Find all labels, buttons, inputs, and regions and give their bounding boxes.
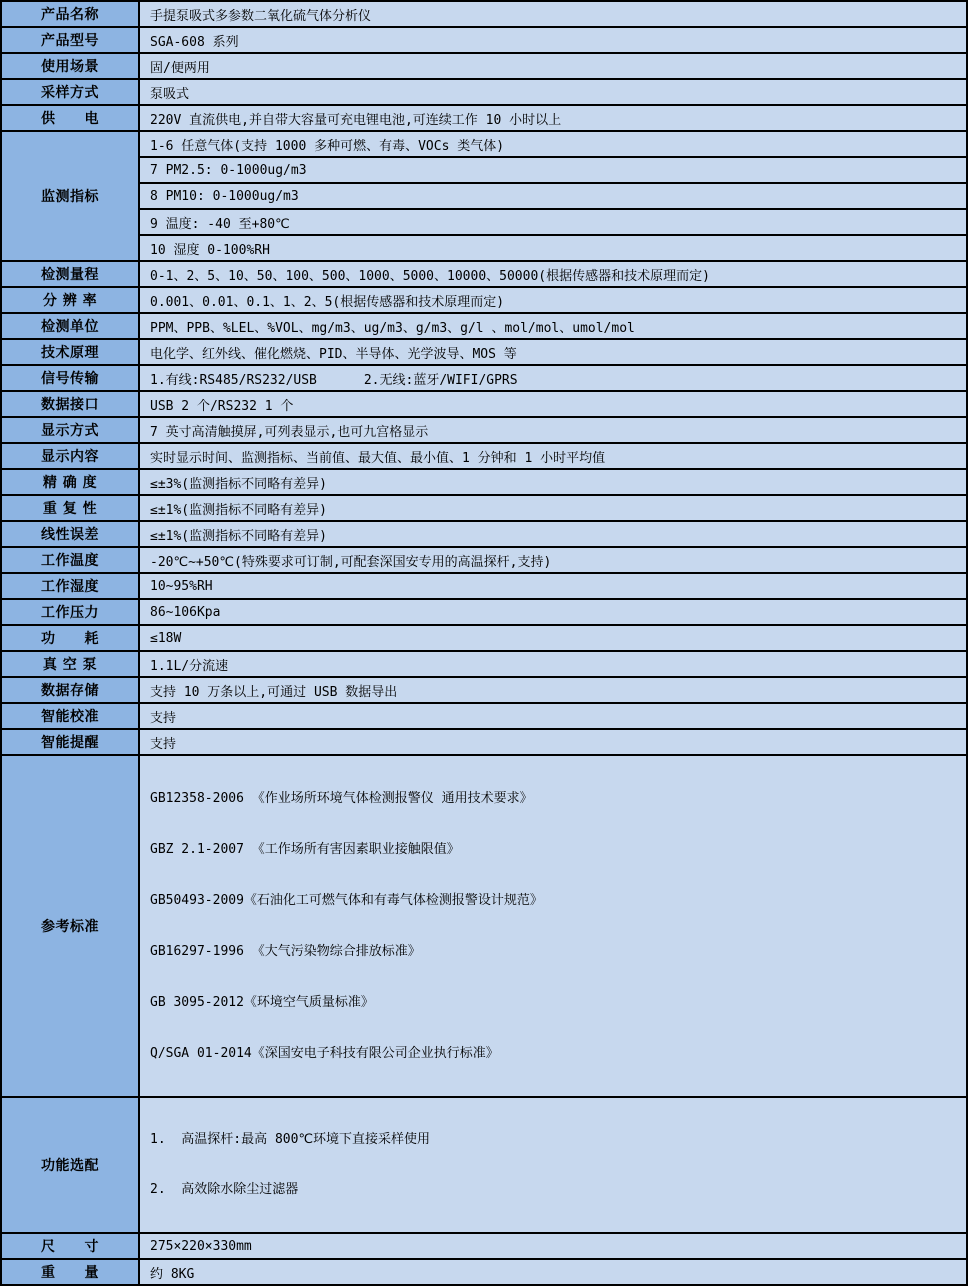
row-label-repeatability: 重 复 性 xyxy=(1,495,139,521)
row-value-smart-reminder: 支持 xyxy=(139,729,967,755)
row-label-detection-unit: 检测单位 xyxy=(1,313,139,339)
reference-standard-line: Q/SGA 01-2014《深国安电子科技有限公司企业执行标准》 xyxy=(150,1046,499,1061)
row-label-linearity-error: 线性误差 xyxy=(1,521,139,547)
row-value-display-content: 实时显示时间、监测指标、当前值、最大值、最小值、1 分钟和 1 小时平均值 xyxy=(139,443,967,469)
row-label-data-storage: 数据存储 xyxy=(1,677,139,703)
row-label-monitoring-indicators: 监测指标 xyxy=(1,131,139,261)
row-value-usage-scene: 固/便两用 xyxy=(139,53,967,79)
table-row xyxy=(1,27,967,53)
table-row xyxy=(1,1233,967,1259)
row-value-smart-calibration: 支持 xyxy=(139,703,967,729)
reference-standard-line: GB50493-2009《石油化工可燃气体和有毒气体检测报警设计规范》 xyxy=(150,893,543,908)
row-label-smart-reminder: 智能提醒 xyxy=(1,729,139,755)
table-row xyxy=(1,209,967,235)
row-value-repeatability: ≤±1%(监测指标不同略有差异) xyxy=(139,495,967,521)
row-label-display-mode: 显示方式 xyxy=(1,417,139,443)
row-value-power-supply: 220V 直流供电,并自带大容量可充电锂电池,可连续工作 10 小时以上 xyxy=(139,105,967,131)
table-row xyxy=(1,651,967,677)
monitoring-subrow-5: 10 湿度 0-100%RH xyxy=(139,235,967,261)
table-row xyxy=(1,157,967,183)
table-row xyxy=(1,521,967,547)
row-label-technical-principle: 技术原理 xyxy=(1,339,139,365)
row-label-product-name: 产品名称 xyxy=(1,1,139,27)
table-row xyxy=(1,677,967,703)
row-value-accuracy: ≤±3%(监测指标不同略有差异) xyxy=(139,469,967,495)
table-row xyxy=(1,417,967,443)
row-label-working-humidity: 工作湿度 xyxy=(1,573,139,599)
table-row xyxy=(1,625,967,651)
row-value-dimensions: 275×220×330mm xyxy=(139,1233,967,1259)
row-label-optional-features: 功能选配 xyxy=(1,1097,139,1233)
row-label-sampling-method: 采样方式 xyxy=(1,79,139,105)
table-row xyxy=(1,183,967,209)
row-value-linearity-error: ≤±1%(监测指标不同略有差异) xyxy=(139,521,967,547)
row-label-usage-scene: 使用场景 xyxy=(1,53,139,79)
row-label-reference-standards: 参考标准 xyxy=(1,755,139,1097)
row-value-signal-transmission: 1.有线:RS485/RS232/USB 2.无线:蓝牙/WIFI/GPRS xyxy=(139,365,967,391)
table-row xyxy=(1,703,967,729)
row-value-resolution: 0.001、0.01、0.1、1、2、5(根据传感器和技术原理而定) xyxy=(139,287,967,313)
monitoring-subrow-1: 1-6 任意气体(支持 1000 多种可燃、有毒、VOCs 类气体) xyxy=(139,131,967,157)
reference-standard-line: GB 3095-2012《环境空气质量标准》 xyxy=(150,995,374,1010)
row-value-display-mode: 7 英寸高清触摸屏,可列表显示,也可九宫格显示 xyxy=(139,417,967,443)
row-label-signal-transmission: 信号传输 xyxy=(1,365,139,391)
reference-standard-line: GBZ 2.1-2007 《工作场所有害因素职业接触限值》 xyxy=(150,842,460,857)
row-value-model: SGA-608 系列 xyxy=(139,27,967,53)
row-label-data-interface: 数据接口 xyxy=(1,391,139,417)
table-row xyxy=(1,53,967,79)
row-value-vacuum-pump: 1.1L/分流速 xyxy=(139,651,967,677)
row-label-detection-range: 检测量程 xyxy=(1,261,139,287)
row-label-smart-calibration: 智能校准 xyxy=(1,703,139,729)
row-label-working-pressure: 工作压力 xyxy=(1,599,139,625)
table-row xyxy=(1,573,967,599)
table-row xyxy=(1,339,967,365)
row-label-display-content: 显示内容 xyxy=(1,443,139,469)
row-label-weight: 重 量 xyxy=(1,1259,139,1285)
reference-standard-line: GB12358-2006 《作业场所环境气体检测报警仪 通用技术要求》 xyxy=(150,791,533,806)
row-value-weight: 约 8KG xyxy=(139,1259,967,1285)
table-row xyxy=(1,235,967,261)
row-value-reference-standards xyxy=(139,755,967,1097)
optional-feature-line: 1. 高温探杆:最高 800℃环境下直接采样使用 xyxy=(150,1132,431,1147)
table-row xyxy=(1,755,967,1097)
reference-standard-line: GB16297-1996 《大气污染物综合排放标准》 xyxy=(150,944,421,959)
row-value-data-storage: 支持 10 万条以上,可通过 USB 数据导出 xyxy=(139,677,967,703)
row-value-detection-unit: PPM、PPB、%LEL、%VOL、mg/m3、ug/m3、g/m3、g/l 、mol/mol、umol/mol xyxy=(139,313,967,339)
monitoring-subrow-2: 7 PM2.5: 0-1000ug/m3 xyxy=(139,157,967,183)
table-row xyxy=(1,261,967,287)
row-value-working-humidity: 10~95%RH xyxy=(139,573,967,599)
row-value-optional-features xyxy=(139,1097,967,1233)
row-label-accuracy: 精 确 度 xyxy=(1,469,139,495)
row-value-detection-range: 0-1、2、5、10、50、100、500、1000、5000、10000、50000(根据传感器和技术原理而定) xyxy=(139,261,967,287)
table-row xyxy=(1,495,967,521)
table-row xyxy=(1,547,967,573)
row-label-vacuum-pump: 真 空 泵 xyxy=(1,651,139,677)
table-row xyxy=(1,365,967,391)
row-label-power-supply: 供 电 xyxy=(1,105,139,131)
row-value-sampling-method: 泵吸式 xyxy=(139,79,967,105)
row-value-data-interface: USB 2 个/RS232 1 个 xyxy=(139,391,967,417)
row-value-product-name: 手提泵吸式多参数二氧化硫气体分析仪 xyxy=(139,1,967,27)
table-row xyxy=(1,391,967,417)
row-label-resolution: 分 辨 率 xyxy=(1,287,139,313)
table-row xyxy=(1,729,967,755)
row-value-technical-principle: 电化学、红外线、催化燃烧、PID、半导体、光学波导、MOS 等 xyxy=(139,339,967,365)
table-row xyxy=(1,1259,967,1285)
row-label-working-temperature: 工作温度 xyxy=(1,547,139,573)
row-value-power-consumption: ≤18W xyxy=(139,625,967,651)
row-value-working-temperature: -20℃~+50℃(特殊要求可订制,可配套深国安专用的高温探杆,支持) xyxy=(139,547,967,573)
table-row xyxy=(1,599,967,625)
row-label-power-consumption: 功 耗 xyxy=(1,625,139,651)
table-row xyxy=(1,105,967,131)
row-label-model: 产品型号 xyxy=(1,27,139,53)
table-row xyxy=(1,313,967,339)
table-row xyxy=(1,131,967,157)
optional-feature-line: 2. 高效除水除尘过滤器 xyxy=(150,1182,299,1197)
row-value-working-pressure: 86~106Kpa xyxy=(139,599,967,625)
monitoring-subrow-3: 8 PM10: 0-1000ug/m3 xyxy=(139,183,967,209)
table-row xyxy=(1,79,967,105)
row-label-dimensions: 尺 寸 xyxy=(1,1233,139,1259)
table-row xyxy=(1,443,967,469)
table-row xyxy=(1,1,967,27)
table-row xyxy=(1,1097,967,1233)
table-row xyxy=(1,469,967,495)
table-row xyxy=(1,287,967,313)
monitoring-subrow-4: 9 温度: -40 至+80℃ xyxy=(139,209,967,235)
